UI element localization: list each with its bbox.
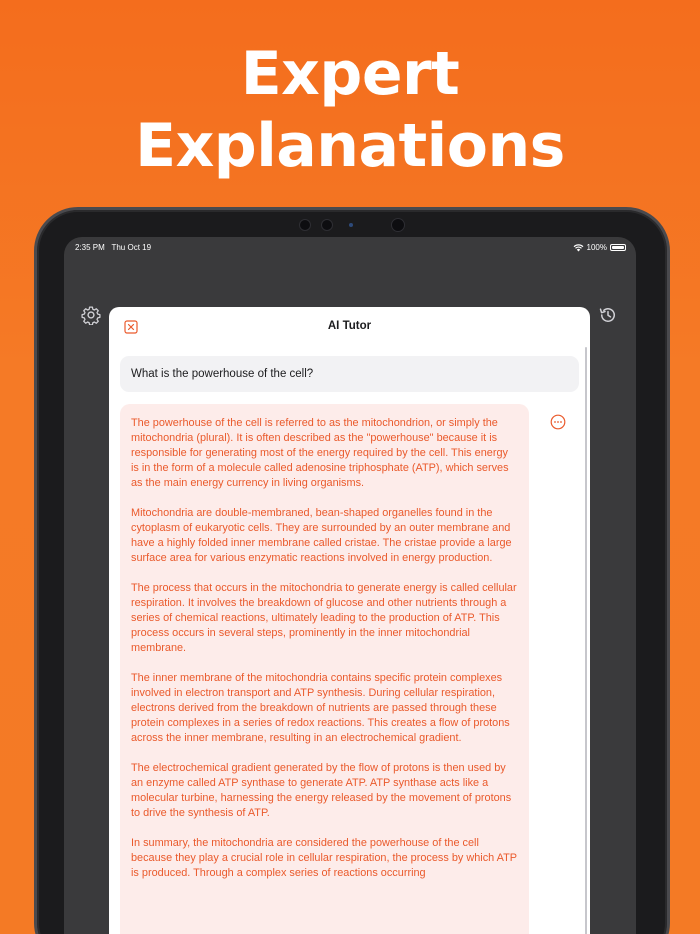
history-icon[interactable] (598, 305, 618, 325)
sensor-dot (299, 219, 311, 231)
scrollbar[interactable] (585, 347, 587, 934)
battery-icon (610, 244, 626, 251)
wifi-icon (573, 244, 584, 252)
front-camera (391, 218, 405, 232)
status-time: 2:35 PM (75, 243, 105, 252)
status-time-date (75, 243, 151, 252)
ai-tutor-sheet (109, 307, 590, 934)
status-right (573, 243, 626, 252)
answer-bubble (120, 404, 529, 934)
answer-paragraph: The inner membrane of the mitochondria contains specific protein complexes involved in electron transport and ATP synthesis. During cellular respiration, electrons derived from the breakdown of nutrients are passed through these protein complexes in a series of redox reactions. This creates a flow of protons across the inner membrane, resulting in an electrochemical gradient. (131, 672, 510, 744)
answer-paragraph: Mitochondria are double-membraned, bean-shaped organelles found in the cytoplasm of eukaryotic cells. They are surrounded by an outer membrane and have a highly folded inner membrane called cristae. The cristae provide a large surface area for various enzymatic reactions involved in energy production. (131, 507, 512, 564)
answer-paragraph: In summary, the mitochondria are considered the powerhouse of the cell because they play a crucial role in cellular respiration, the process by which ATP is produced. Through a complex series of reactions occurring (131, 837, 517, 879)
sheet-title: AI Tutor (327, 320, 372, 332)
question-bubble: What is the powerhouse of the cell? (120, 356, 579, 392)
headline-line-1: Expert (240, 39, 460, 109)
headline (0, 38, 700, 182)
answer-paragraph: The electrochemical gradient generated by the flow of protons is then used by an enzyme called ATP synthase to generate ATP. ATP synthase acts like a molecular turbine, harnessing the energy released by the movement of protons to drive the synthesis of ATP. (131, 762, 512, 819)
gear-icon[interactable] (81, 305, 101, 325)
status-date: Thu Oct 19 (111, 243, 152, 252)
status-bar (64, 237, 636, 259)
camera-lens (349, 223, 353, 227)
answer-paragraph: The process that occurs in the mitochondria to generate energy is called cellular respiration. It involves the breakdown of glucose and other nutrients through a series of chemical reactions, ultimately leading to the production of ATP. This process occurs in several steps, prominently in the inner mitochondrial membrane. (131, 582, 517, 654)
more-icon[interactable] (550, 414, 566, 430)
camera-bar (297, 216, 447, 234)
answer-paragraph: The powerhouse of the cell is referred to as the mitochondrion, or simply the mitochondria (plural). It is often described as the "powerhouse" because it is responsible for generating most of the energy required by the cell. This energy is in the form of a molecule called adenosine triphosphate (ATP), which serves as the main energy currency in living organisms. (131, 417, 509, 489)
sensor-dot (321, 219, 333, 231)
app-screen (64, 237, 636, 934)
headline-line-2: Explanations (135, 111, 565, 181)
battery-percent: 100% (586, 243, 607, 252)
